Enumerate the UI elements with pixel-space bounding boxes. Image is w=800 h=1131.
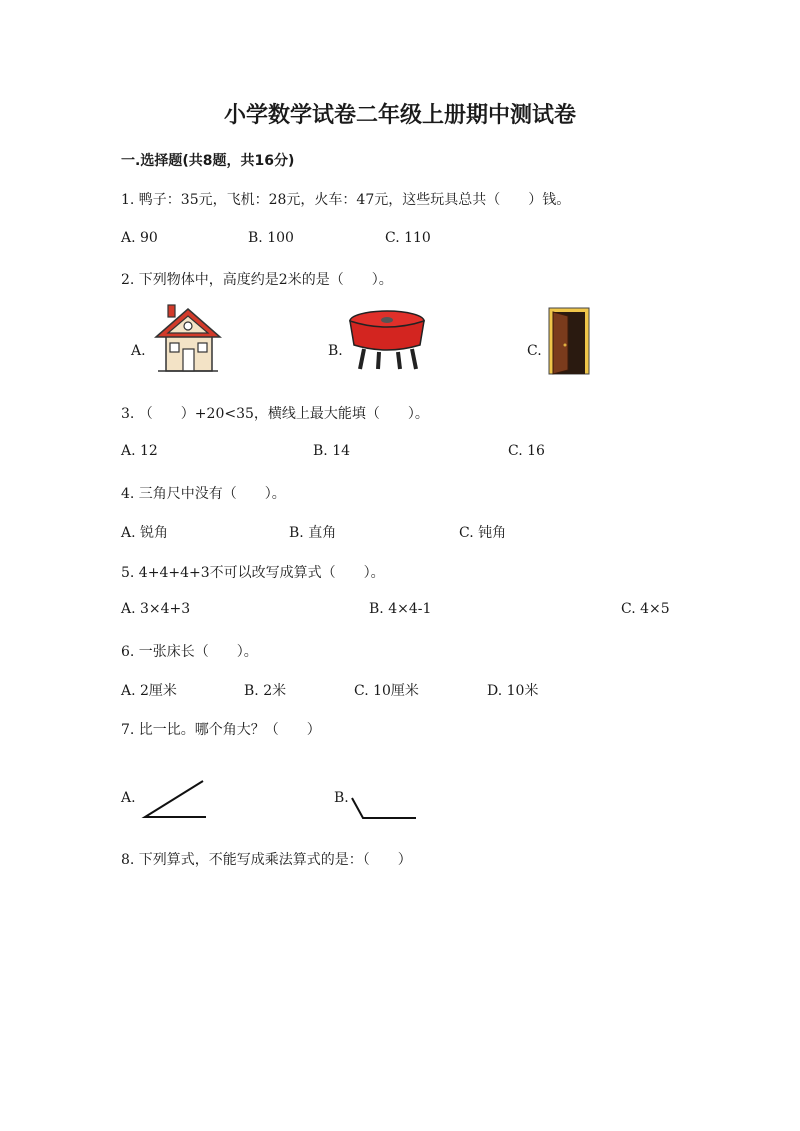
table-icon bbox=[346, 307, 428, 371]
q7-option-b[interactable]: B. bbox=[334, 790, 349, 806]
q6-option-b[interactable]: B. 2米 bbox=[244, 683, 287, 699]
q5-option-c[interactable]: C. 4×5 bbox=[621, 601, 670, 617]
q4-option-a[interactable]: A. 锐角 bbox=[121, 525, 169, 541]
question-5: 5. 4+4+4+3不可以改写成算式（ ）。 bbox=[121, 565, 385, 581]
question-6: 6. 一张床长（ ）。 bbox=[121, 644, 258, 660]
q5-option-a[interactable]: A. 3×4+3 bbox=[121, 601, 191, 617]
q6-option-a[interactable]: A. 2厘米 bbox=[121, 683, 177, 699]
page-title: 小学数学试卷二年级上册期中测试卷 bbox=[223, 103, 576, 128]
question-8: 8. 下列算式，不能写成乘法算式的是：（ ） bbox=[121, 852, 412, 868]
obtuse-angle-icon bbox=[350, 796, 420, 822]
door-icon bbox=[548, 307, 590, 375]
q6-option-c[interactable]: C. 10厘米 bbox=[354, 683, 419, 699]
q4-option-c[interactable]: C. 钝角 bbox=[459, 525, 507, 541]
q5-option-b[interactable]: B. 4×4-1 bbox=[369, 601, 432, 617]
q3-option-b[interactable]: B. 14 bbox=[313, 443, 351, 459]
q6-option-d[interactable]: D. 10米 bbox=[487, 683, 539, 699]
house-icon bbox=[154, 303, 222, 373]
q2-option-a[interactable]: A. bbox=[131, 343, 146, 359]
q7-option-a[interactable]: A. bbox=[121, 790, 136, 806]
q2-option-b[interactable]: B. bbox=[328, 343, 343, 359]
section-heading: 一.选择题(共8题，共16分) bbox=[121, 153, 295, 169]
question-3: 3. （ ）+20<35，横线上最大能填（ ）。 bbox=[121, 406, 429, 422]
q3-option-c[interactable]: C. 16 bbox=[508, 443, 545, 459]
acute-angle-icon bbox=[140, 778, 210, 820]
question-1: 1. 鸭子：35元，飞机：28元，火车：47元，这些玩具总共（ ）钱。 bbox=[121, 192, 571, 208]
q1-option-c[interactable]: C. 110 bbox=[385, 230, 431, 246]
q3-option-a[interactable]: A. 12 bbox=[121, 443, 158, 459]
q1-option-b[interactable]: B. 100 bbox=[248, 230, 294, 246]
q2-option-c[interactable]: C. bbox=[527, 343, 542, 359]
q1-option-a[interactable]: A. 90 bbox=[121, 230, 158, 246]
question-7: 7. 比一比。哪个角大？（ ） bbox=[121, 722, 321, 738]
q4-option-b[interactable]: B. 直角 bbox=[289, 525, 337, 541]
question-4: 4. 三角尺中没有（ ）。 bbox=[121, 486, 286, 502]
question-2: 2. 下列物体中，高度约是2米的是（ ）。 bbox=[121, 272, 393, 288]
